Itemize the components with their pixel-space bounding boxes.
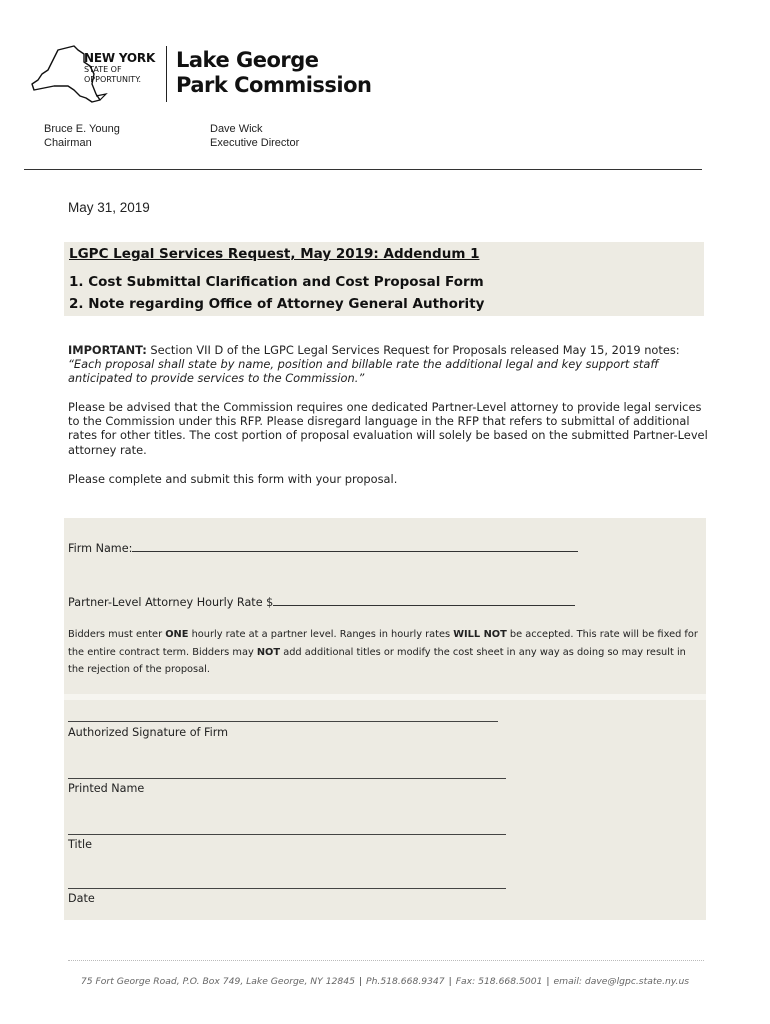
bidders-not: NOT [256,646,281,658]
officer-title: Executive Director [210,137,300,149]
bidders-text-4: add additional titles or modify the cost sheet in any way as doing so may result in the rejection of the proposal. [68,646,686,675]
ny-state-name: NEW YORK [84,51,156,65]
bidders-will-not: WILL NOT [453,629,507,640]
addendum-item-2: 2. Note regarding Office of Attorney General Authority [69,296,485,312]
officer-executive-director [210,122,299,150]
bidders-instructions [68,626,704,679]
footer-divider [68,960,704,961]
logo-divider [166,46,167,102]
date-label: Date [68,892,95,905]
important-text: Section VII D of the LGPC Legal Services Request for Proposals released May 15, 2019 notes: [146,343,680,357]
addendum-item-1: 1. Cost Submittal Clarification and Cost Proposal Form [69,274,484,290]
officer-name: Dave Wick [210,123,263,135]
signature-blank[interactable] [68,721,498,722]
commission-name [176,48,372,98]
important-label: IMPORTANT: [68,343,147,357]
letter-date: May 31, 2019 [68,200,150,215]
bidders-one: ONE [165,629,189,640]
bidders-text-3: be accepted. This rate will be fixed for the entire contract term. Bidders may [68,629,698,658]
firm-name-label: Firm Name: [68,542,133,555]
footer-separator: | [358,976,363,987]
ny-tagline-1: STATE OF [84,65,122,74]
important-paragraph [68,343,708,386]
title-label: Title [68,838,92,851]
form-band [64,694,706,700]
cost-proposal-form [64,518,706,920]
ny-state-logo-text [84,52,155,84]
footer-phone: Ph.518.668.9347 [366,976,445,987]
printed-name-blank[interactable] [68,778,506,779]
footer-separator: | [448,976,452,987]
complete-paragraph: Please complete and submit this form with your proposal. [68,472,398,486]
header-divider [24,169,702,170]
date-blank[interactable] [68,888,506,889]
firm-name-blank[interactable] [132,540,578,552]
footer-fax: Fax: 518.668.5001 [455,976,543,987]
signature-label: Authorized Signature of Firm [68,726,229,739]
addendum-heading: LGPC Legal Services Request, May 2019: Addendum 1 [69,246,480,262]
bidders-text-2: hourly rate at a partner level. Ranges in hourly rates [188,629,454,640]
footer-address: 75 Fort George Road, P.O. Box 749, Lake George, NY 12845 [80,976,355,987]
officer-chairman [44,122,120,150]
ny-tagline-2: OPPORTUNITY. [84,75,141,84]
advised-paragraph: Please be advised that the Commission requires one dedicated Partner-Level attorney to provide legal services to the Commission under this RFP. Please disregard language in the RFP that refers to submittal of additional rates for other titles. The cost portion of proposal evaluation will solely be based on the submitted Partner-Level attorney rate. [68,400,708,457]
officer-title: Chairman [44,137,92,149]
bidders-text-1: Bidders must enter [68,629,166,640]
commission-line-2: Park Commission [176,73,372,97]
printed-name-label: Printed Name [68,782,145,795]
addendum-title-box [64,242,704,316]
footer-email: email: dave@lgpc.state.ny.us [553,976,690,987]
footer-contact [0,976,770,987]
hourly-rate-field[interactable] [68,594,575,609]
footer-separator: | [546,976,550,987]
officer-name: Bruce E. Young [44,123,120,135]
commission-line-1: Lake George [176,48,319,72]
hourly-rate-blank[interactable] [273,594,575,606]
important-quote: “Each proposal shall state by name, position and billable rate the additional legal and key support staff anticipated to provide services to the Commission.” [68,357,659,386]
firm-name-field[interactable] [68,540,578,555]
hourly-rate-label: Partner-Level Attorney Hourly Rate $ [68,596,274,609]
title-blank[interactable] [68,834,506,835]
